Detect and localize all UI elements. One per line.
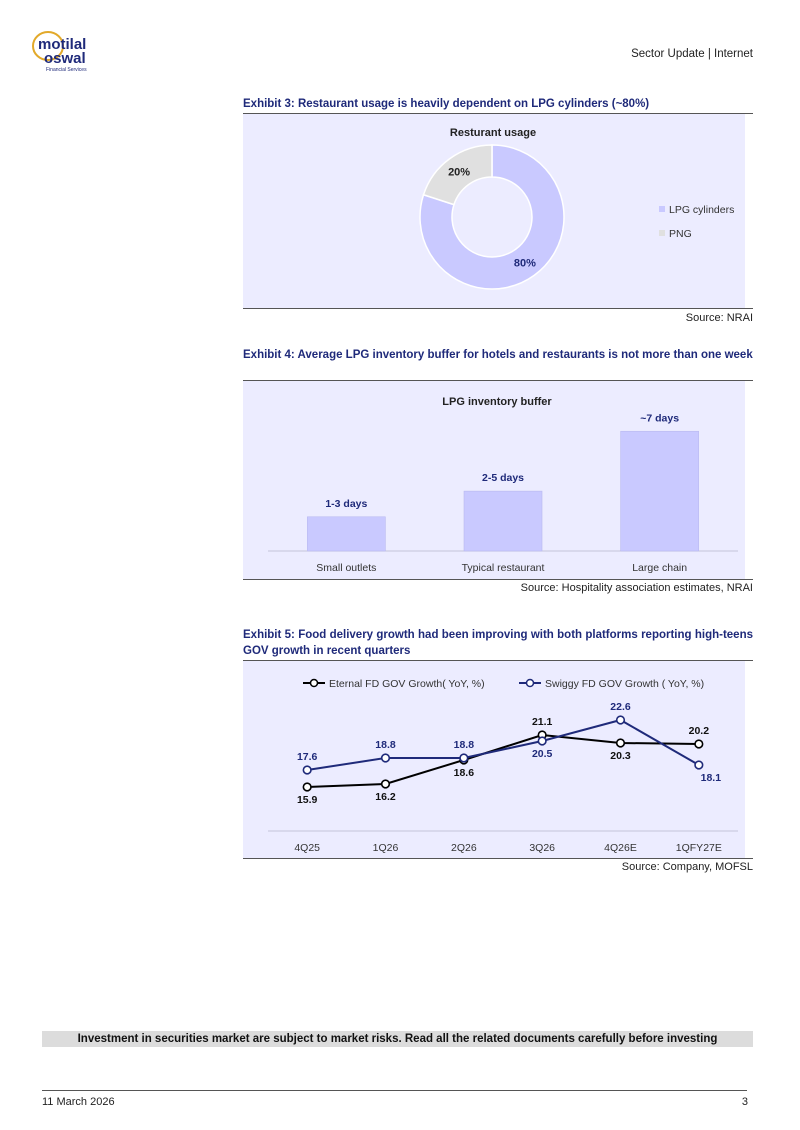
exhibit-5-source: Source: Company, MOFSL <box>621 861 753 873</box>
section-label: Sector Update | Internet <box>631 48 753 60</box>
legend-swatch-0 <box>659 206 665 212</box>
bar-value-label-0: 1-3 days <box>325 497 368 510</box>
bar-category-label-1: Typical restaurant <box>461 562 545 574</box>
series-1-label-3: 20.5 <box>531 748 553 760</box>
exhibit-5-title: Exhibit 5: Food delivery growth had been improving with both platforms reporting high-teens GOV growth in recent quarters <box>243 629 753 657</box>
series-0-label-1: 16.2 <box>375 791 396 803</box>
exhibit-3-title: Exhibit 3: Restaurant usage is heavily dependent on LPG cylinders (~80%) <box>243 98 650 110</box>
logo-subtitle: Financial Services <box>46 67 87 73</box>
legend-swatch-1 <box>659 230 665 236</box>
series-0-point-5 <box>695 740 703 748</box>
series-1-label-5: 18.1 <box>700 772 722 784</box>
bar-category-label-2: Large chain <box>632 562 688 574</box>
disclaimer-banner: Investment in securities market are subject to market risks. Read all the related documents carefully before investing <box>42 1031 753 1047</box>
series-0-point-1 <box>382 780 390 788</box>
bar-value-label-2: ~7 days <box>640 412 680 425</box>
series-1-label-2: 18.8 <box>453 739 475 751</box>
exhibit-4-svg <box>243 381 753 579</box>
x-tick-label-3: 3Q26 <box>529 842 556 854</box>
x-tick-label-5: 1QFY27E <box>675 842 722 854</box>
exhibit-4-source: Source: Hospitality association estimates, NRAI <box>520 582 753 594</box>
exhibit-3-svg <box>243 114 753 308</box>
bar-1 <box>464 491 542 551</box>
logo-word-1: motilal <box>38 36 87 53</box>
legend-label-0: LPG cylinders <box>669 204 735 216</box>
legend-label-0: Eternal FD GOV Growth( YoY, %) <box>329 678 485 690</box>
legend-label-1: PNG <box>669 228 692 240</box>
bar-value-label-1: 2-5 days <box>481 472 525 485</box>
bar-category-label-0: Small outlets <box>316 562 377 574</box>
legend-marker-1 <box>527 680 534 687</box>
bar-0 <box>307 517 385 551</box>
series-1-point-2 <box>460 754 468 762</box>
series-0-label-5: 20.2 <box>688 725 710 737</box>
x-tick-label-1: 1Q26 <box>372 842 399 854</box>
donut-value-label-1: 20% <box>448 166 471 179</box>
series-0-label-2: 18.6 <box>453 767 475 779</box>
series-1-point-1 <box>382 754 390 762</box>
legend-label-1: Swiggy FD GOV Growth ( YoY, %) <box>545 678 705 690</box>
bar-chart-title: LPG inventory buffer <box>442 396 552 408</box>
donut-value-label-0: 80% <box>513 257 536 270</box>
company-logo <box>30 30 110 74</box>
footer-date: 11 March 2026 <box>42 1096 115 1108</box>
x-tick-label-4: 4Q26E <box>604 842 637 854</box>
x-tick-label-2: 2Q26 <box>450 842 477 854</box>
series-1-point-4 <box>617 716 625 724</box>
series-1-label-1: 18.8 <box>375 739 396 751</box>
exhibit-3-chart <box>243 113 753 309</box>
series-1-label-4: 22.6 <box>610 701 631 713</box>
legend-marker-0 <box>311 680 318 687</box>
series-0-point-4 <box>617 739 625 747</box>
series-0-point-0 <box>303 783 311 791</box>
exhibit-5-chart <box>243 660 753 859</box>
series-line-1 <box>307 720 699 770</box>
exhibit-4-chart <box>243 380 753 580</box>
page-number: 3 <box>741 1096 748 1108</box>
footer-divider <box>42 1090 747 1091</box>
exhibit-5-svg <box>243 661 753 858</box>
bar-2 <box>621 431 699 551</box>
logo-word-2: oswal <box>44 50 86 67</box>
series-1-point-5 <box>695 761 703 769</box>
exhibit-3-source: Source: NRAI <box>685 312 753 324</box>
exhibit-4-title: Exhibit 4: Average LPG inventory buffer for hotels and restaurants is not more than one week <box>243 349 753 361</box>
x-tick-label-0: 4Q25 <box>294 842 321 854</box>
series-1-point-3 <box>538 737 546 745</box>
donut-title: Resturant usage <box>449 127 537 139</box>
series-1-label-0: 17.6 <box>296 751 318 763</box>
series-0-label-0: 15.9 <box>296 794 318 806</box>
series-1-point-0 <box>303 766 311 774</box>
series-0-label-4: 20.3 <box>610 750 631 762</box>
series-0-label-3: 21.1 <box>531 716 553 728</box>
